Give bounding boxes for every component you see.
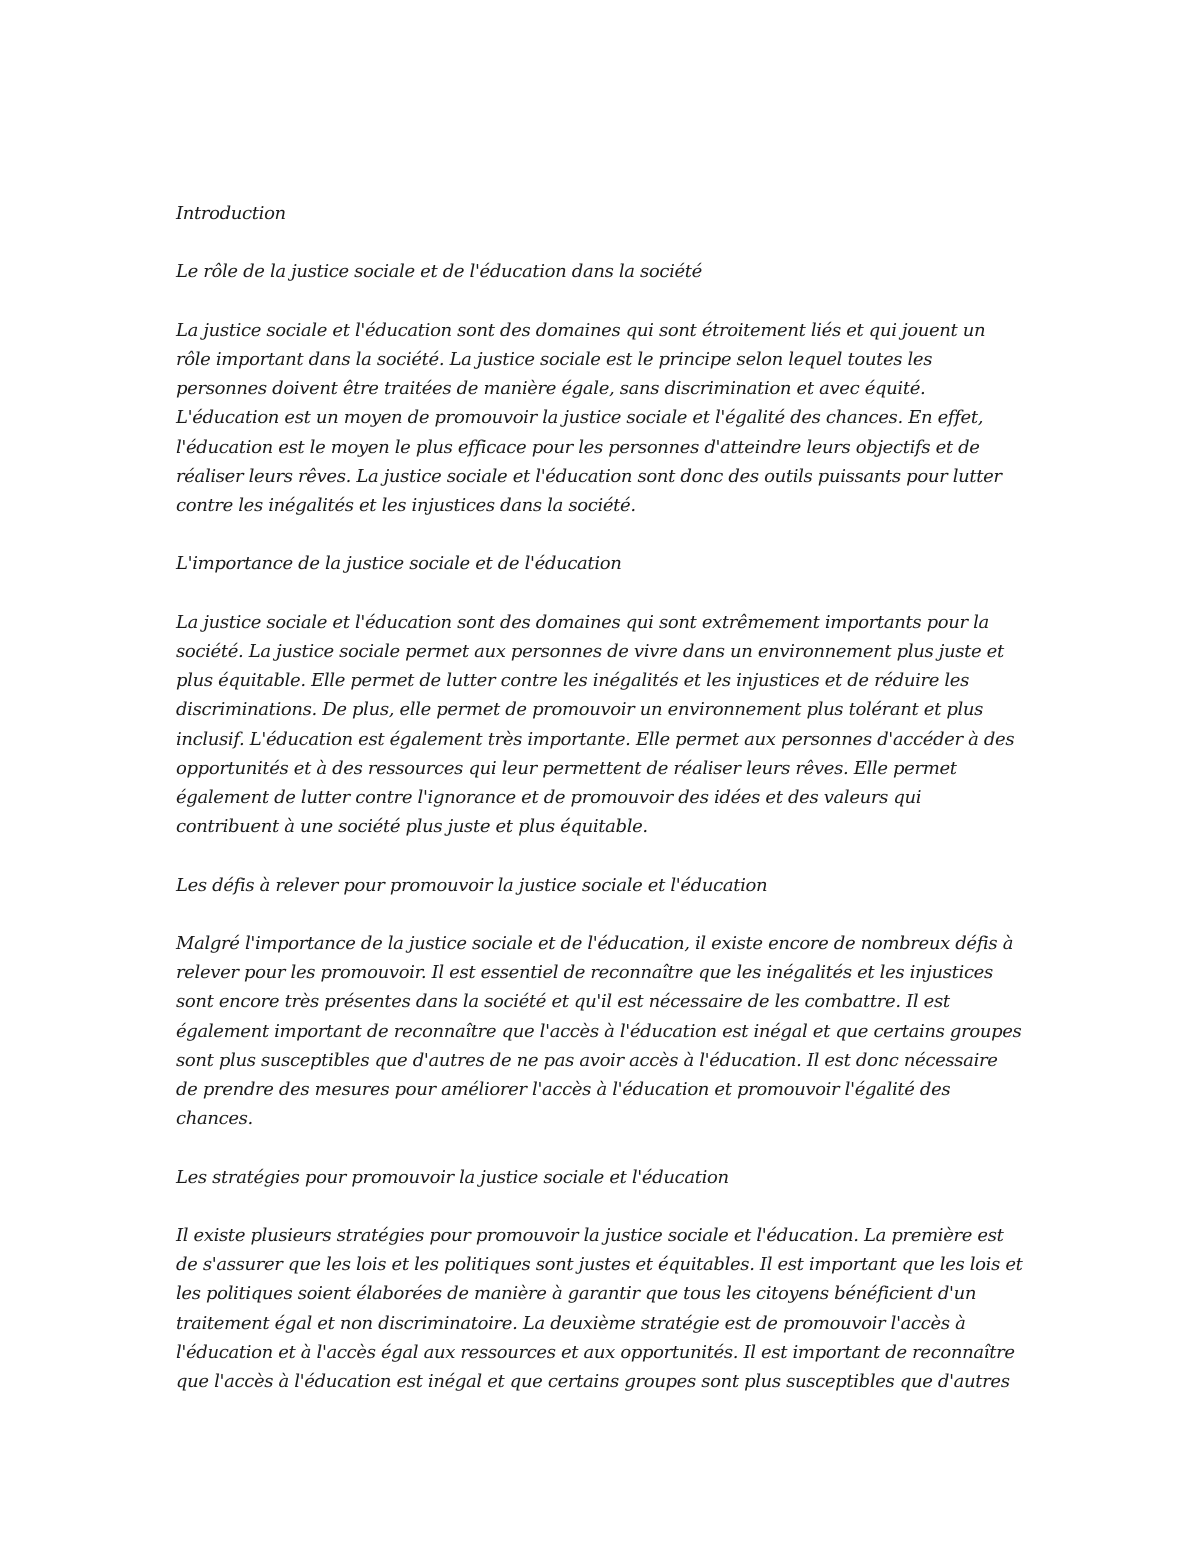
section-heading-strategies: Les stratégies pour promouvoir la justice sociale et l'éducation [176, 1166, 729, 1188]
paragraph-strategies: Il existe plusieurs stratégies pour promouvoir la justice sociale et l'éducation. La première est de s'assurer que les lois et les politiques sont justes et équitables. Il est important que les lois et les politiques soient élaborées de manière à garantir que tous les citoyens bénéficient d'un traitement égal et non discriminatoire. La deuxième stratégie est de promouvoir l'accès à l'éducation et à l'accès égal aux ressources et aux opportunités. Il est important de reconnaître que l'accès à l'éducation est inégal et que certains groupes sont plus susceptibles que d'autres [176, 1224, 1023, 1392]
section-heading-importance: L'importance de la justice sociale et de l'éducation [176, 553, 622, 575]
paragraph-challenges: Malgré l'importance de la justice sociale et de l'éducation, il existe encore de nombreux défis à relever pour les promouvoir. Il est essentiel de reconnaître que les inégalités et les injustices sont encore très présentes dans la société et qu'il est nécessaire de les combattre. Il est également important de reconnaître que l'accès à l'éducation est inégal et que certains groupes sont plus susceptibles que d'autres de ne pas avoir accès à l'éducation. Il est donc nécessaire de prendre des mesures pour améliorer l'accès à l'éducation et promouvoir l'égalité des chances. [176, 932, 1022, 1130]
document-body [176, 199, 1024, 1425]
section-heading-role: Le rôle de la justice sociale et de l'éducation dans la société [176, 261, 702, 283]
paragraph-importance: La justice sociale et l'éducation sont des domaines qui sont extrêmement importants pour la société. La justice sociale permet aux personnes de vivre dans un environnement plus juste et plus équitable. Elle permet de lutter contre les inégalités et les injustices et de réduire les discriminations. De plus, elle permet de promouvoir un environnement plus tolérant et plus inclusif. L'éducation est également très importante. Elle permet aux personnes d'accéder à des opportunités et à des ressources qui leur permettent de réaliser leurs rêves. Elle permet également de lutter contre l'ignorance et de promouvoir des idées et des valeurs qui contribuent à une société plus juste et plus équitable. [176, 611, 1015, 838]
section-heading-challenges: Les défis à relever pour promouvoir la justice sociale et l'éducation [176, 874, 768, 896]
doc-title: Introduction [176, 203, 286, 224]
paragraph-role: La justice sociale et l'éducation sont des domaines qui sont étroitement liés et qui jouent un rôle important dans la société. La justice sociale est le principe selon lequel toutes les personnes doivent être traitées de manière égale, sans discrimination et avec équité. L'éducation est un moyen de promouvoir la justice sociale et l'égalité des chances. En effet, l'éducation est le moyen le plus efficace pour les personnes d'atteindre leurs objectifs et de réaliser leurs rêves. La justice sociale et l'éducation sont donc des outils puissants pour lutter contre les inégalités et les injustices dans la société. [176, 319, 1002, 516]
